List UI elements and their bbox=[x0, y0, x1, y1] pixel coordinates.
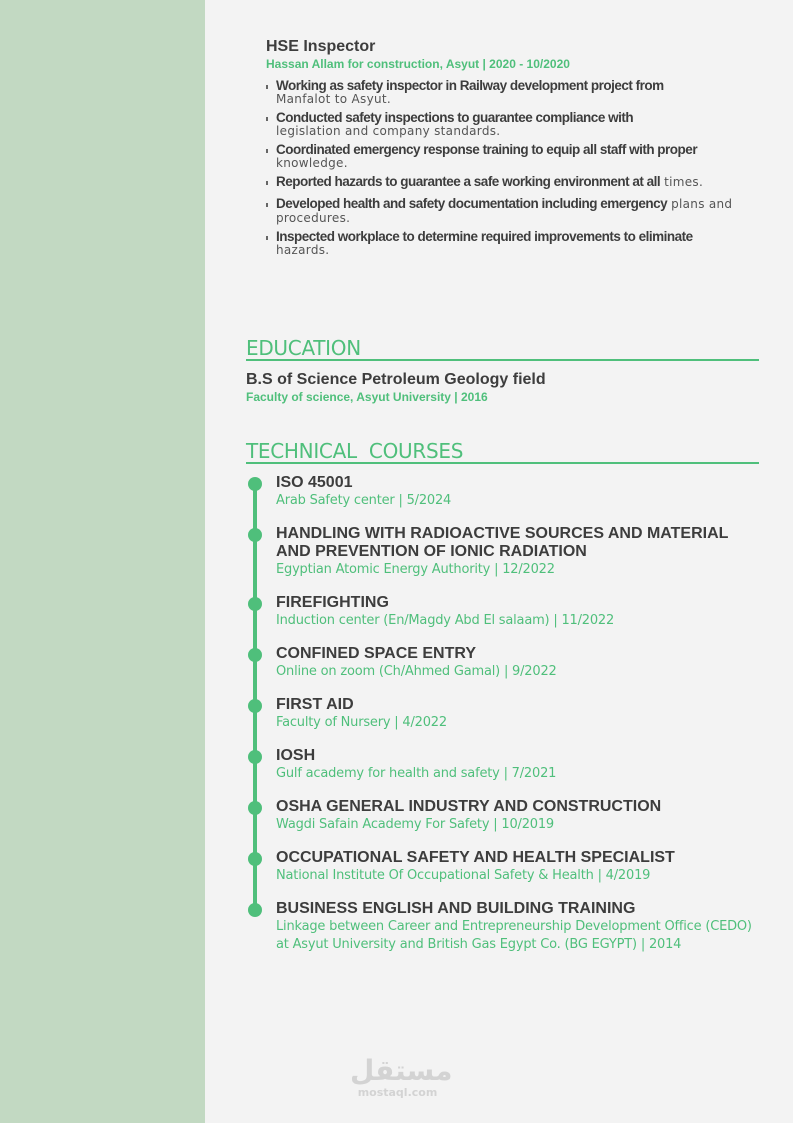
course-item bbox=[276, 474, 763, 510]
course-title: HANDLING WITH RADIOACTIVE SOURCES AND MATERIAL AND PREVENTION OF IONIC RADIATION bbox=[276, 525, 729, 560]
timeline-dot-icon bbox=[248, 852, 262, 866]
list-item bbox=[266, 197, 766, 225]
timeline-dot-icon bbox=[248, 801, 262, 815]
timeline-dot-icon bbox=[248, 699, 262, 713]
timeline-dot-icon bbox=[248, 750, 262, 764]
job-duties-list bbox=[266, 79, 766, 262]
watermark-logo bbox=[350, 1054, 453, 1099]
course-title: BUSINESS ENGLISH AND BUILDING TRAINING bbox=[276, 900, 636, 917]
course-title: IOSH bbox=[276, 747, 316, 764]
education-heading: EDUCATION bbox=[246, 337, 759, 361]
timeline-dot-icon bbox=[248, 648, 262, 662]
courses-heading: TECHNICAL COURSES bbox=[246, 440, 759, 464]
timeline-dot-icon bbox=[248, 477, 262, 491]
course-item bbox=[276, 594, 763, 630]
course-title: CONFINED SPACE ENTRY bbox=[276, 645, 477, 662]
list-item bbox=[266, 143, 766, 170]
course-title: ISO 45001 bbox=[276, 474, 353, 491]
course-item bbox=[276, 849, 763, 885]
duty-bold: Coordinated emergency response training to equip all staff with proper bbox=[276, 142, 698, 157]
degree-institution: Faculty of science, Asyut University | 2016 bbox=[246, 390, 488, 404]
course-provider-date: Egyptian Atomic Energy Authority | 12/2022 bbox=[276, 562, 555, 577]
list-item bbox=[266, 111, 766, 138]
course-title: OCCUPATIONAL SAFETY AND HEALTH SPECIALIST bbox=[276, 849, 675, 866]
course-provider-date: Wagdi Safain Academy For Safety | 10/2019 bbox=[276, 817, 554, 832]
list-item bbox=[266, 175, 766, 189]
duty-rest: knowledge. bbox=[276, 156, 348, 170]
course-provider-date: Faculty of Nursery | 4/2022 bbox=[276, 715, 447, 730]
course-title: FIREFIGHTING bbox=[276, 594, 389, 611]
watermark-arabic: مستقل bbox=[350, 1054, 453, 1087]
course-title: OSHA GENERAL INDUSTRY AND CONSTRUCTION bbox=[276, 798, 662, 815]
duty-bold: Reported hazards to guarantee a safe working environment at all bbox=[276, 174, 661, 189]
duty-bold: Inspected workplace to determine required improvements to eliminate bbox=[276, 229, 693, 244]
duty-rest: legislation and company standards. bbox=[276, 124, 501, 138]
course-title: FIRST AID bbox=[276, 696, 354, 713]
course-item bbox=[276, 798, 763, 834]
course-item bbox=[276, 900, 763, 954]
job-title: HSE Inspector bbox=[266, 38, 376, 55]
timeline-line bbox=[253, 484, 257, 910]
list-item bbox=[266, 79, 766, 106]
course-provider-date: Linkage between Career and Entrepreneurship Development Office (CEDO) at Asyut University and British Gas Egypt Co. (BG EGYPT) | 2014 bbox=[276, 919, 752, 952]
timeline-dot-icon bbox=[248, 903, 262, 917]
duty-bold: Conducted safety inspections to guarantee compliance with bbox=[276, 110, 634, 125]
timeline-dot-icon bbox=[248, 528, 262, 542]
course-provider-date: Online on zoom (Ch/Ahmed Gamal) | 9/2022 bbox=[276, 664, 557, 679]
timeline-dot-icon bbox=[248, 597, 262, 611]
courses-list bbox=[276, 474, 763, 969]
course-item bbox=[276, 645, 763, 681]
course-item bbox=[276, 525, 763, 579]
degree-title: B.S of Science Petroleum Geology field bbox=[246, 371, 546, 388]
duty-rest: Manfalot to Asyut. bbox=[276, 92, 392, 106]
duty-rest: times. bbox=[664, 175, 704, 189]
course-provider-date: Gulf academy for health and safety | 7/2021 bbox=[276, 766, 557, 781]
watermark-latin: mostaql.com bbox=[357, 1086, 438, 1099]
course-provider-date: National Institute Of Occupational Safety & Health | 4/2019 bbox=[276, 868, 651, 883]
list-item bbox=[266, 230, 766, 257]
course-provider-date: Arab Safety center | 5/2024 bbox=[276, 493, 452, 508]
job-company-dates: Hassan Allam for construction, Asyut | 2020 - 10/2020 bbox=[266, 57, 570, 71]
course-item bbox=[276, 747, 763, 783]
duty-bold: Developed health and safety documentation including emergency bbox=[276, 196, 668, 211]
duty-bold: Working as safety inspector in Railway development project from bbox=[276, 78, 664, 93]
course-item bbox=[276, 696, 763, 732]
duty-rest: plans and procedures. bbox=[276, 197, 733, 225]
course-provider-date: Induction center (En/Magdy Abd El salaam) | 11/2022 bbox=[276, 613, 615, 628]
duty-rest: hazards. bbox=[276, 243, 330, 257]
